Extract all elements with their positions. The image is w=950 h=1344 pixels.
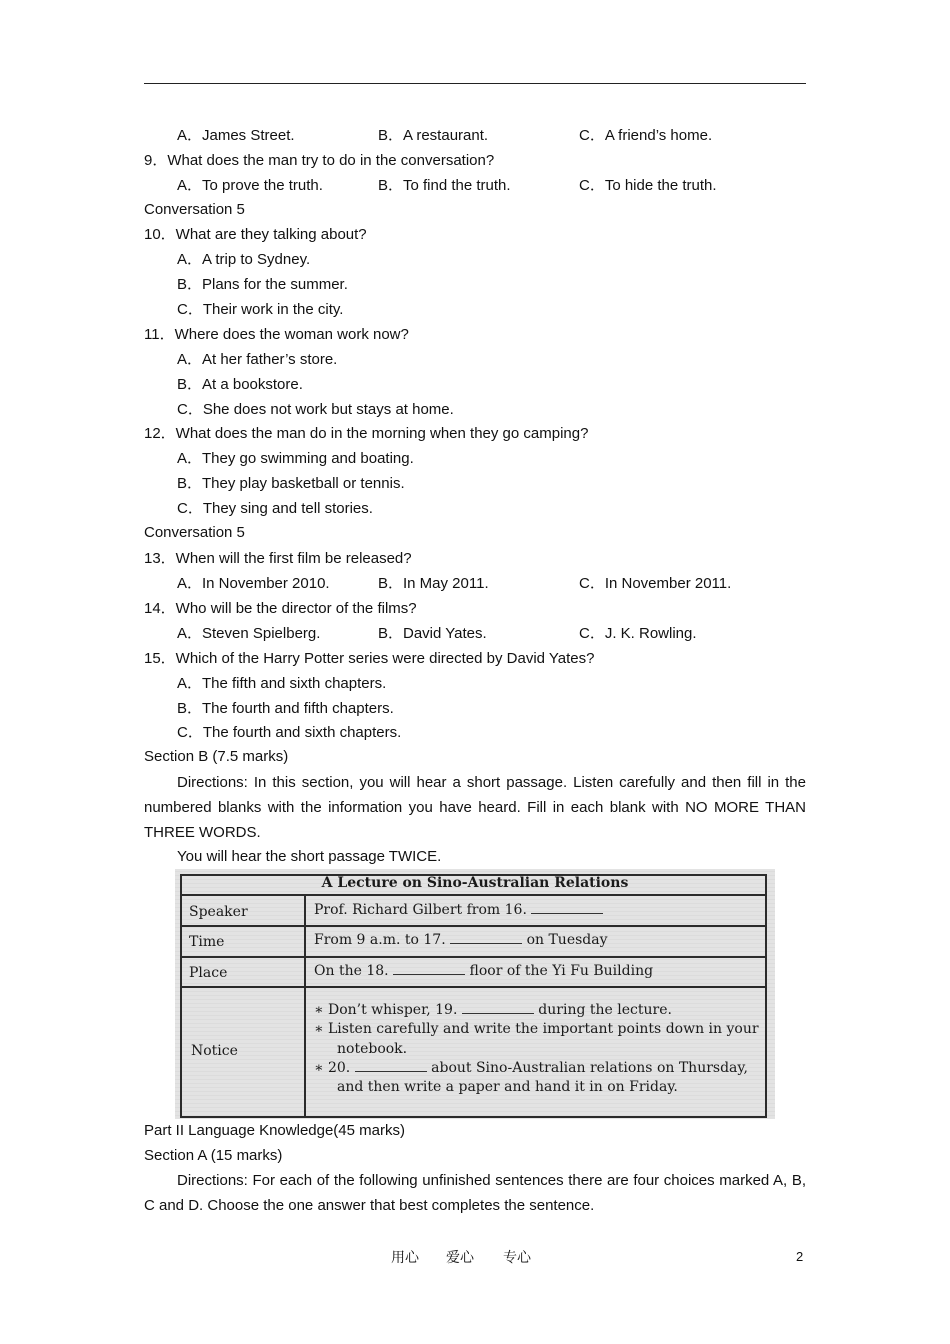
section-b-heading: Section B (7.5 marks) [144,748,289,765]
table-rule [180,925,765,927]
speaker-text: Prof. Richard Gilbert from 16. [314,902,527,918]
table-rule [180,956,765,958]
q11-option-b: B．At a bookstore. [177,376,303,393]
q9-option-c: C．To hide the truth. [579,177,717,194]
q15-option-a: A．The fifth and sixth chapters. [177,675,387,692]
footer-word: 专心 [503,1249,531,1265]
place-label: Place [189,965,228,981]
place-cell [314,962,653,981]
place-text-pre: On the 18. [314,963,389,979]
notice-line-5: and then write a paper and hand it in on Friday. [337,1079,678,1095]
footer-word: 爱心 [446,1249,474,1265]
section-a-directions: Directions: For each of the following unfinished sentences there are four choices marked A, B, C and D. Choose the one answer that best completes the sentence. [144,1172,806,1214]
q8-option-c: C．A friend’s home. [579,127,713,144]
notice-3-pre: ∗ 20. [314,1060,351,1076]
question-11: 11．Where does the woman work now? [144,326,409,343]
footer-word: 用心 [391,1249,419,1265]
part2-heading: Part II Language Knowledge(45 marks) [144,1122,405,1139]
blank-20 [355,1059,427,1072]
listen-twice-note: You will hear the short passage TWICE. [177,848,442,865]
time-text-post: on Tuesday [526,932,608,948]
q8-option-b: B．A restaurant. [378,127,489,144]
q14-option-b: B．David Yates. [378,625,487,642]
q14-option-a: A．Steven Spielberg. [177,625,321,642]
q11-option-a: A．At her father’s store. [177,351,338,368]
q12-option-b: B．They play basketball or tennis. [177,475,405,492]
blank-18 [393,962,465,975]
q11-option-c: C．She does not work but stays at home. [177,401,454,418]
notice-1-pre: ∗ Don’t whisper, 19. [314,1002,458,1018]
q14-option-c: C．J. K. Rowling. [579,625,697,642]
notice-3-post: about Sino-Australian relations on Thursday, [431,1060,748,1076]
time-text-pre: From 9 a.m. to 17. [314,932,446,948]
conversation-heading: Conversation 5 [144,524,245,541]
question-9: 9．What does the man try to do in the conversation? [144,152,495,169]
notice-label: Notice [191,1043,238,1059]
question-13: 13．When will the first film be released? [144,550,412,567]
place-text-post: floor of the Yi Fu Building [469,963,654,979]
q15-option-c: C．The fourth and sixth chapters. [177,724,402,741]
blank-19 [462,1001,534,1014]
header-rule [144,83,806,84]
section-b-directions: Directions: In this section, you will hear a short passage. Listen carefully and then fill in the numbered blanks with the information you have heard. Fill in each blank with NO MORE THAN THREE WORDS. [144,774,806,841]
table-column-divider [304,894,306,1116]
notice-line-1 [314,1001,672,1020]
notice-line-4 [314,1059,748,1078]
q12-option-c: C．They sing and tell stories. [177,500,373,517]
q10-option-b: B．Plans for the summer. [177,276,348,293]
q9-option-a: A．To prove the truth. [177,177,323,194]
q10-option-c: C．Their work in the city. [177,301,344,318]
question-10: 10．What are they talking about? [144,226,367,243]
notice-line-3: notebook. [337,1041,408,1057]
table-rule [180,894,765,896]
q10-option-a: A．A trip to Sydney. [177,251,311,268]
blank-16 [531,901,603,914]
q13-option-c: C．In November 2011. [579,575,732,592]
q9-option-b: B．To find the truth. [378,177,511,194]
q13-option-a: A．In November 2010. [177,575,330,592]
q13-option-b: B．In May 2011. [378,575,489,592]
table-rule [180,986,765,988]
blank-17 [450,931,522,944]
question-12: 12．What does the man do in the morning when they go camping? [144,425,589,442]
notice-line-2: ∗ Listen carefully and write the important points down in your [314,1021,759,1037]
table-title: A Lecture on Sino-Australian Relations [321,875,629,891]
time-cell [314,931,608,950]
section-a-heading: Section A (15 marks) [144,1147,283,1164]
notice-1-post: during the lecture. [538,1002,672,1018]
q8-option-a: A．James Street. [177,127,295,144]
page-number: 2 [796,1249,804,1264]
conversation-heading: Conversation 5 [144,201,245,218]
speaker-cell [314,901,603,920]
question-15: 15．Which of the Harry Potter series were directed by David Yates? [144,650,595,667]
lecture-table [175,869,775,1119]
q12-option-a: A．They go swimming and boating. [177,450,414,467]
time-label: Time [189,934,225,950]
question-14: 14．Who will be the director of the films? [144,600,417,617]
speaker-label: Speaker [189,904,248,920]
q15-option-b: B．The fourth and fifth chapters. [177,700,394,717]
